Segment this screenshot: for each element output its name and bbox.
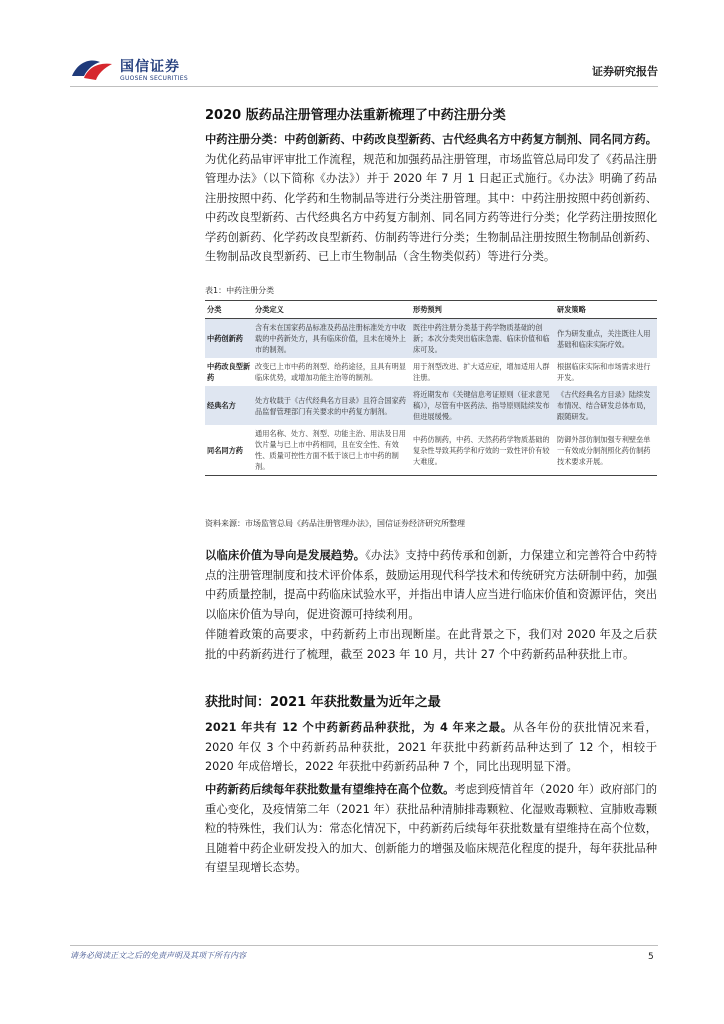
table-cell-category: 经典名方 [205,386,253,425]
table-cell-strategy: 作为研发重点，关注既往人用基础和临床实际疗效。 [555,319,657,359]
paragraph-new-drug-count [205,625,657,664]
table-header-cell: 分类定义 [253,301,411,319]
table-header-cell: 分类 [205,301,253,319]
header-divider [70,86,658,87]
paragraph-lead: 中药注册分类：中药创新药、中药改良型新药、古代经典名方中药复方制剂、同名同方药。 [205,133,657,146]
table-row [205,358,657,386]
section-title-registration: 2020 版药品注册管理办法重新梳理了中药注册分类 [205,108,506,123]
table-row [205,425,657,476]
paragraph-body: 《办法》支持中药传承和创新，力保建立和完善符合中药特点的注册管理制度和技术评价体系，鼓励运用现代科学技术和传统研究方法研制中药，加强中药质量控制，提高中药临床试验水平，并指出申请人应当进行临床价值和资源评估，突出以临床价值为导向，促进资源可持续利用。 [205,549,657,621]
table-header-row [205,301,657,319]
table-cell-strategy: 《古代经典名方目录》陆续发布情况、结合研发总体布局，跟随研发。 [555,386,657,425]
report-type-label: 证券研究报告 [592,65,658,78]
table-cell-strategy: 根据临床实际和市场需求进行开发。 [557,362,651,382]
table-caption: 表1：中药注册分类 [205,286,275,295]
table-row [205,319,657,359]
page-number: 5 [648,952,654,962]
paragraph-future-approvals [205,780,657,878]
table-cell-strategy: 防御外部仿制加强专利壁垒单一有效成分制剂照化药仿制药技术要求开展。 [555,425,657,476]
paragraph-registration-categories [205,130,657,267]
table-header-cell: 研发策略 [555,301,657,319]
table-cell-definition: 含有未在国家药品标准及药品注册标准处方中收载的中药新处方，具有临床价值，且未在境外上市的制剂。 [253,319,411,359]
table-cell-definition: 改变已上市中药的剂型、给药途径，且具有明显临床优势，或增加功能主治等的制剂。 [255,362,406,382]
paragraph-lead: 中药新药后续每年获批数量有望维持在高个位数。 [205,783,455,796]
footer-divider [70,945,658,946]
logo-text-cn: 国信证券 [120,59,180,75]
paragraph-clinical-value [205,546,657,624]
table-cell-definition: 处方收载于《古代经典名方目录》且符合国家药品监督管理部门有关要求的中药复方制剂。 [253,386,411,425]
disclaimer-note: 请务必阅读正文之后的免责声明及其项下所有内容 [70,951,246,960]
table-header-cell: 形势预判 [411,301,555,319]
table-cell-category: 中药改良型新药 [207,362,251,382]
paragraph-body: 从各年份的获批情况来看，2020 年仅 3 个中药新药品种获批，2021 年获批中药新药品种达到了 12 个，相较于 2020 年成倍增长，2022 年获批中药新药品种 7 个，同比出现明显下滑。 [205,721,657,773]
paragraph-lead: 以临床价值为导向是发展趋势。 [205,549,366,562]
table-cell-trend: 中药仿制药，中药、天然药药学物质基础的复杂性导致其药学和疗效的一致性评价有较大难度。 [411,425,555,476]
guosen-logo-icon [70,54,114,84]
paragraph-lead: 2021 年共有 12 个中药新药品种获批，为 4 年来之最。 [205,721,513,734]
table-cell-trend: 将近期发布《关键信息考证原则（征求意见稿）》，尽管有中医药法、指导原则陆续发布但进展缓慢。 [411,386,555,425]
table-row [205,386,657,425]
table-cell-category: 中药创新药 [205,319,253,359]
paragraph-2021-approvals [205,718,657,777]
table-cell-definition: 通用名称、处方、剂型、功能主治、用法及日用饮片量与已上市中药相同，且在安全性、有效性、质量可控性方面不低于该已上市中药的制剂。 [253,425,411,476]
paragraph-body: 为优化药品审评审批工作流程，规范和加强药品注册管理，市场监管总局印发了《药品注册管理办法》（以下简称《办法》）并于 2020 年 7 月 1 日起正式施行。《办法》明确了药品注册按照中药、化学药和生物制品等进行分类注册管理。其中：中药注册按照中药创新药、中药改良型新药、古代经典名方中药复方制剂、同名同方药等进行分类；化学药注册按照化学药创新药、化学药改良型新药、仿制药等进行分类；生物制品注册按照生物制品创新药、生物制品改良型新药、已上市生物制品（含生物类似药）等进行分类。 [205,152,657,263]
section-title-approval-time: 获批时间：2021 年获批数量为近年之最 [205,695,441,710]
table-cell-trend: 用于剂型改进、扩大适应症，增加适用人群注册。 [413,362,550,382]
table-cell-trend: 既往中药注册分类基于药学物质基础的创新；本次分类突出临床急需、临床价值和临床可及。 [411,319,555,359]
paragraph-body: 伴随着政策的高要求，中药新药上市出现断崖。在此背景之下，我们对 2020 年及之后获批的中药新药进行了梳理，截至 2023 年 10 月，共计 27 个中药新药品种获批上市。 [205,628,657,661]
registration-table [205,300,657,476]
table-source-note: 资料来源：市场监管总局《药品注册管理办法》，国信证券经济研究所整理 [205,519,465,528]
logo-text-en: GUOSEN SECURITIES [120,75,189,82]
page-header [70,48,658,88]
paragraph-body: 考虑到疫情首年（2020 年）政府部门的重心变化，及疫情第二年（2021 年）获批品种清肺排毒颗粒、化湿败毒颗粒、宣肺败毒颗粒的特殊性，我们认为：常态化情况下，中药新药后续每年获批数量有望维持在高个位数，且随着中药企业研发投入的加大、创新能力的增强及临床规范化程度的提升，每年获批品种有望呈现增长态势。 [205,783,657,874]
table-cell-category: 同名同方药 [205,425,253,476]
